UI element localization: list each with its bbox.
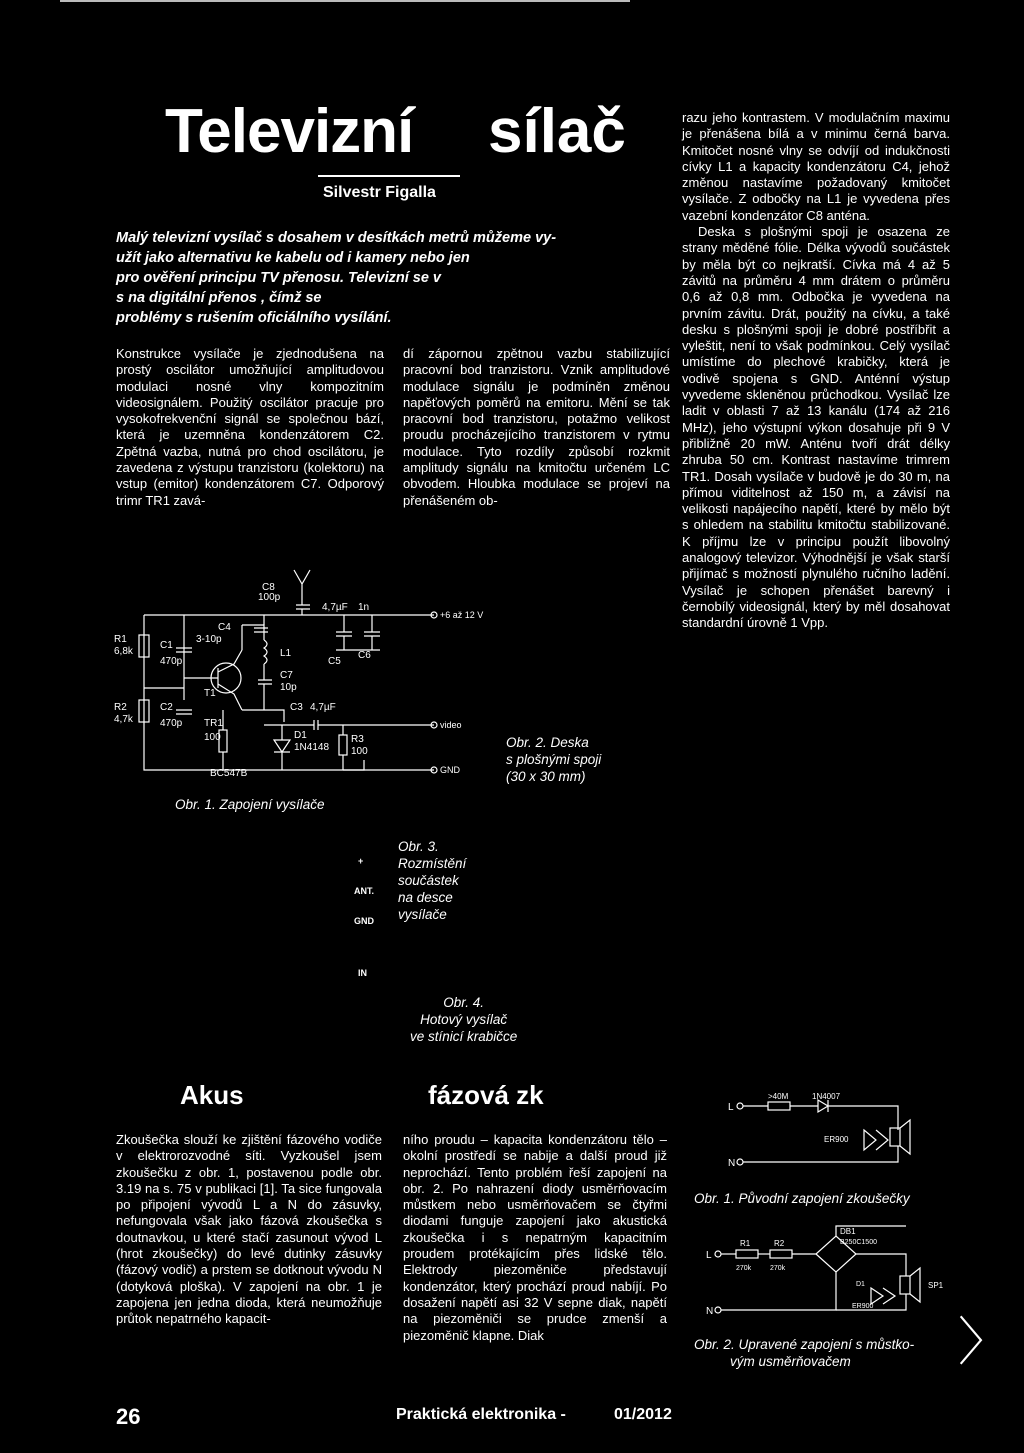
label-l1: L1 (280, 648, 292, 659)
tester-figure-1 (728, 1090, 928, 1180)
article2-title-left: Akus (180, 1080, 244, 1110)
article1-column-2 (403, 346, 670, 509)
next-page-chevron-icon[interactable]: 〉 (958, 1314, 1011, 1372)
label-r1-value: 6,8k (114, 646, 133, 657)
label-r1: R1 (114, 634, 127, 645)
fig3-plus-label: + (358, 856, 364, 866)
fig3-gnd-label: GND (354, 916, 374, 926)
label-c3: C3 (290, 702, 303, 713)
figure-1-schematic (114, 560, 484, 790)
label-c5: C5 (328, 656, 341, 667)
label-c2: C2 (160, 702, 173, 713)
tester2-er-label: ER900 (852, 1303, 874, 1310)
tester-figure-1-caption: Obr. 1. Původní zapojení zkoušečky (694, 1191, 910, 1206)
article2-column-1 (116, 1132, 382, 1328)
label-tr1-value: 100 (204, 732, 221, 743)
tester1-r-label: >40M (768, 1092, 789, 1101)
lead-line-2: užít jako alternativu ke kabelu od i kamery nebo jen (116, 250, 470, 266)
tester-figure-2-caption-line: Obr. 2. Upravené zapojení s můstko- (694, 1337, 915, 1352)
article1-column-1 (116, 346, 384, 509)
label-c7-value: 10p (280, 682, 297, 693)
label-c3-value: 4,7µF (310, 702, 336, 713)
label-r3: R3 (351, 734, 364, 745)
label-c6: C6 (358, 650, 371, 661)
label-c7: C7 (280, 670, 293, 681)
figure-1-caption: Obr. 1. Zapojení vysílače (175, 797, 325, 812)
tester2-r2-value: 270k (770, 1265, 786, 1272)
label-r2: R2 (114, 702, 127, 713)
magazine-name: Praktická elektronika - (396, 1406, 566, 1423)
lead-line-5: problémy s rušením oficiálního vysílání. (116, 310, 392, 326)
label-video: video (440, 720, 462, 730)
article1-column-3b-text: Deska s plošnými spoji je osazena ze strany měděné fólie. Délka vývodů součástek by měla být co nejkratší. Cívka má 4 až 5 závitů na průměru 4 mm drátem o průměru 0,6 až 0,8 mm. Odbočka je vyvedena na prvním závitu. Drát, použitý na cívku, a také desku s plošnými spoji je dobré postříbřit a vyleštit, není to však podmínkou. Celý vysílač umístíme do plechové krabičky, která je vodivě spojena s GND. Anténní výstup vyvedeme skleněnou průchodkou. Vysílač lze ladit v oblasti 7 až 13 kanálu (174 až 216 MHz), jeho výstupní výkon dosahuje při 9 V přibližně 20 mW. Anténu tvoří drát délky zhruba 50 cm. Kontrast nastavíme trimrem TR1. Dosah vysílače v budově je do 30 m, na přímou viditelnost až 150 m, a závisí na velikosti napájecího napětí, které by mělo být s ohledem na stabilitu kmitočtu stabilizované. K příjmu lze v principu použít libovolný analogový televizor. Výhodnější je však starší přijímač s možností plynulého ručního ladění. Vysílač je schopen přenášet barevný i černobílý videosignál, který by měl dosahovat standardní úrovně 1 Vpp. (682, 224, 950, 631)
tester2-r1-value: 270k (736, 1265, 752, 1272)
article-title-left: Televizní (165, 97, 414, 166)
figure-4-caption-line: Obr. 4. (443, 995, 485, 1010)
tester1-l-label: L (728, 1102, 734, 1113)
article2-column-2 (403, 1132, 667, 1344)
label-d1-value: 1N4148 (294, 742, 330, 753)
figure-3-caption-line: na desce (398, 890, 453, 905)
figure-4-caption-line: Hotový vysílač (420, 1012, 508, 1027)
figure-3-caption-line: vysílače (398, 907, 447, 922)
label-c4: C4 (218, 622, 231, 633)
label-c1-value: 470p (160, 656, 183, 667)
lead-line-4: s na digitální přenos , čímž se (116, 290, 322, 306)
issue-number: 01/2012 (614, 1406, 672, 1423)
figure-3-caption-line: Obr. 3. (398, 839, 439, 854)
lead-line-1: Malý televizní vysílač s dosahem v desítkách metrů můžeme vy- (116, 230, 557, 246)
author-rule (318, 175, 460, 177)
label-c5-value: 4,7µF (322, 602, 348, 613)
article1-column-3 (682, 110, 950, 632)
tester2-db-value: B250C1500 (840, 1239, 877, 1246)
label-r3-value: 100 (351, 746, 368, 757)
top-rule (60, 0, 630, 2)
tester1-er-label: ER900 (824, 1135, 849, 1144)
figure-4-caption (410, 994, 517, 1045)
label-c2-value: 470p (160, 718, 183, 729)
article2-title-right: fázová zk (428, 1080, 544, 1110)
fig3-in-label: IN (358, 968, 367, 978)
label-c8: C8 (262, 582, 275, 593)
tester-figure-2-caption-line: vým usměrňovačem (730, 1354, 851, 1369)
tester-figure-2 (706, 1216, 966, 1326)
tester-figure-2-caption (694, 1336, 914, 1370)
label-c6-value: 1n (358, 602, 370, 613)
figure-3-caption-line: součástek (398, 873, 459, 888)
lead-line-3: pro ověření principu TV přenosu. Televizní se v (116, 270, 441, 286)
figure-3-caption-line: Rozmístění (398, 856, 467, 871)
label-d1: D1 (294, 730, 307, 741)
label-r2-value: 4,7k (114, 714, 133, 725)
label-c8-value: 100p (258, 592, 281, 603)
article1-column-2-text: dí zápornou zpětnou vazbu stabilizující pracovní bod tranzistoru. Vznik amplitudové modulace signálu je podmíněn změnou napěťových poměrů na emitoru. Mění se tak pracovní bod tranzistoru, potažmo velikost proudu procházejícího tranzistorem v rytmu modulace. Tyto rozdíly způsobí rozkmit amplitudy signálu na kmitočtu určeném LC obvodem. Hloubka modulace se projeví na přenášeném ob- (403, 346, 670, 508)
figure-2-caption (506, 734, 601, 785)
label-gnd: GND (440, 765, 460, 775)
article1-column-3-text: razu jeho kontrastem. V modulačním maximu je přenášena bílá a v minimu černá barva. Kmitočet nosné vlny se odvíjí od indukčnosti cívky L1 a kapacity kondenzátoru C4, jehož změnou nastavíme požadovaný kmitočet vysílače. Z odbočky na L1 je vyvedena přes vazební kondenzátor C8 anténa. (682, 110, 950, 223)
label-vcc: +6 až 12 V (440, 610, 484, 620)
fig3-ant-label: ANT. (354, 886, 374, 896)
article2-column-1-text: Zkoušečka slouží ke zjištění fázového vodiče v elektrorozvodné síti. Vyzkoušel jsem zkoušečku z obr. 1, postavenou podle obr. 3.19 na s. 75 v publikaci [1]. Ta sice fungovala po připojení vývodů L a N do zásuvky, nefungovala však jako fázová zkoušečka s doutnavkou, u které stačí zasunout vývod L (hrot zkoušečky) do levé dutinky zásuvky (fázový vodič) a prstem se dotknout vývodu N (dotyková ploška). V zapojení na obr. 1 je zapojena jen jedna dioda, která neumožňuje průtok nepatrného kapacit- (116, 1132, 382, 1327)
figure-4-caption-line: ve stínicí krabičce (410, 1029, 518, 1044)
label-tr1: TR1 (204, 718, 223, 729)
article2-column-2-text: ního proudu – kapacita kondenzátoru tělo – okolní prostředí se nabije a další proud již neprochází. Tento problém řeší zapojení na obr. 2. Po nahrazení diody usměrňovacím můstkem nebo usměrňovačem se čtyřmi diodami funguje zapojení jako akustická zkoušečka i s nepatrným kapacitním proudem protékajícím přes lidské tělo. Elektrody piezoměniče představují kondenzátor, který prochází proud nabíjí. Po dosažení napětí asi 32 V sepne diak, napětí na piezoměniči se prudce zmenší a piezoměnič klapne. Diak (403, 1132, 667, 1343)
tester2-n-label: N (706, 1306, 714, 1317)
author: Silvestr Figalla (323, 184, 436, 201)
tester1-n-label: N (728, 1158, 736, 1169)
page-number: 26 (116, 1404, 141, 1429)
article-title-right: sílač (488, 97, 626, 166)
tester2-sp-label: SP1 (928, 1281, 944, 1290)
figure-3-caption (398, 838, 466, 923)
tester2-r1-label: R1 (740, 1239, 751, 1248)
tester2-l-label: L (706, 1250, 712, 1261)
label-t1: T1 (204, 688, 216, 699)
tester2-r2-label: R2 (774, 1239, 785, 1248)
figure-2-caption-line: Obr. 2. Deska (506, 735, 589, 750)
figure-2-caption-line: (30 x 30 mm) (506, 769, 586, 784)
tester1-d-label: 1N4007 (812, 1092, 841, 1101)
label-c4-value: 3-10p (196, 634, 222, 645)
figure-2-caption-line: s plošnými spoji (506, 752, 602, 767)
tester2-db-label: DB1 (840, 1227, 856, 1236)
label-c1: C1 (160, 640, 173, 651)
label-bc547b: BC547B (210, 768, 248, 779)
tester2-d1-label: D1 (856, 1281, 865, 1288)
article1-column-1-text: Konstrukce vysílače je zjednodušena na prostý oscilátor umožňující amplitudovou modulaci nosné vlny kompozitním videosignálem. Použitý oscilátor pracuje pro vysokofrekvenční signál se společnou bází, která je uzemněna kondenzátorem C2. Zpětná vazba, nutná pro chod oscilátoru, je zavedena z výstupu tranzistoru (kolektoru) na vstup (emitor) kondenzátorem C7. Odporový trimr TR1 zavá- (116, 346, 384, 508)
